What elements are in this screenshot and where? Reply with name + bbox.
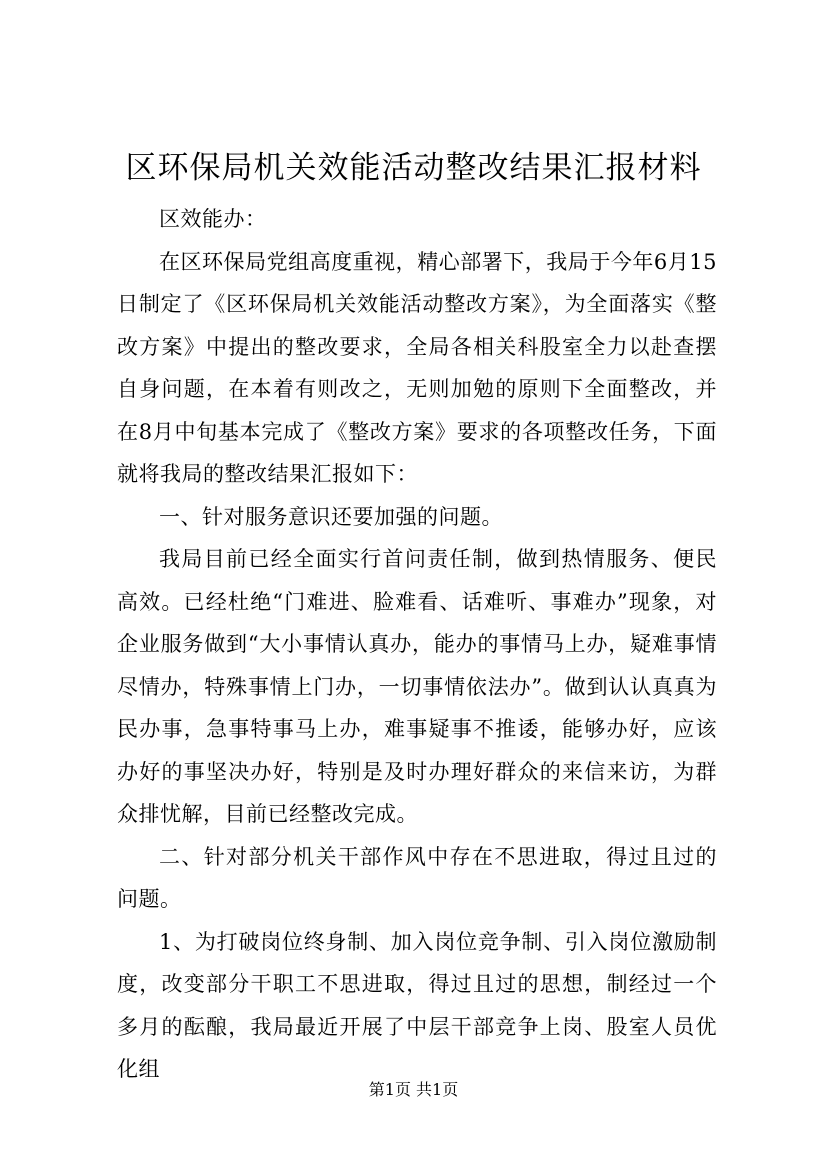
section-heading-1: 一、针对服务意识还要加强的问题。 — [159, 504, 503, 529]
document-title: 区环保局机关效能活动整改结果汇报材料 — [125, 150, 702, 186]
document-body — [117, 198, 717, 1091]
paragraph-intro: 在区环保局党组高度重视，精心部署下，我局于今年6月15日制定了《区环保局机关效能活动整改方案》，为全面落实《整改方案》中提出的整改要求，全局各相关科股室全力以赴查摆自身问题，在本着有则改之，无则加勉的原则下全面整改，并在8月中旬基本完成了《整改方案》要求的各项整改任务，下面就将我局的整改结果汇报如下： — [117, 249, 717, 486]
salutation: 区效能办： — [159, 207, 267, 231]
paragraph-section-1: 我局目前已经全面实行首问责任制，做到热情服务、便民高效。已经杜绝“门难进、脸难看、话难听、事难办”现象，对企业服务做到“大小事情认真办，能办的事情马上办，疑难事情尽情办，特殊事情上门办，一切事情依法办”。做到认认真真为民办事，急事特事马上办，难事疑事不推诿，能够办好，应该办好的事坚决办好，特别是及时办理好群众的来信来访，为群众排忧解，目前已经整改完成。 — [117, 547, 717, 826]
page-footer: 第1页 共1页 — [368, 1080, 459, 1099]
paragraph-item-1: 1、为打破岗位终身制、加入岗位竞争制、引入岗位激励制度，改变部分干职工不思进取，得过且过的思想，制经过一个多月的酝酿，我局最近开展了中层干部竞争上岗、股室人员优化组 — [117, 929, 717, 1081]
section-heading-2: 二、针对部分机关干部作风中存在不思进取，得过且过的问题。 — [117, 844, 717, 911]
